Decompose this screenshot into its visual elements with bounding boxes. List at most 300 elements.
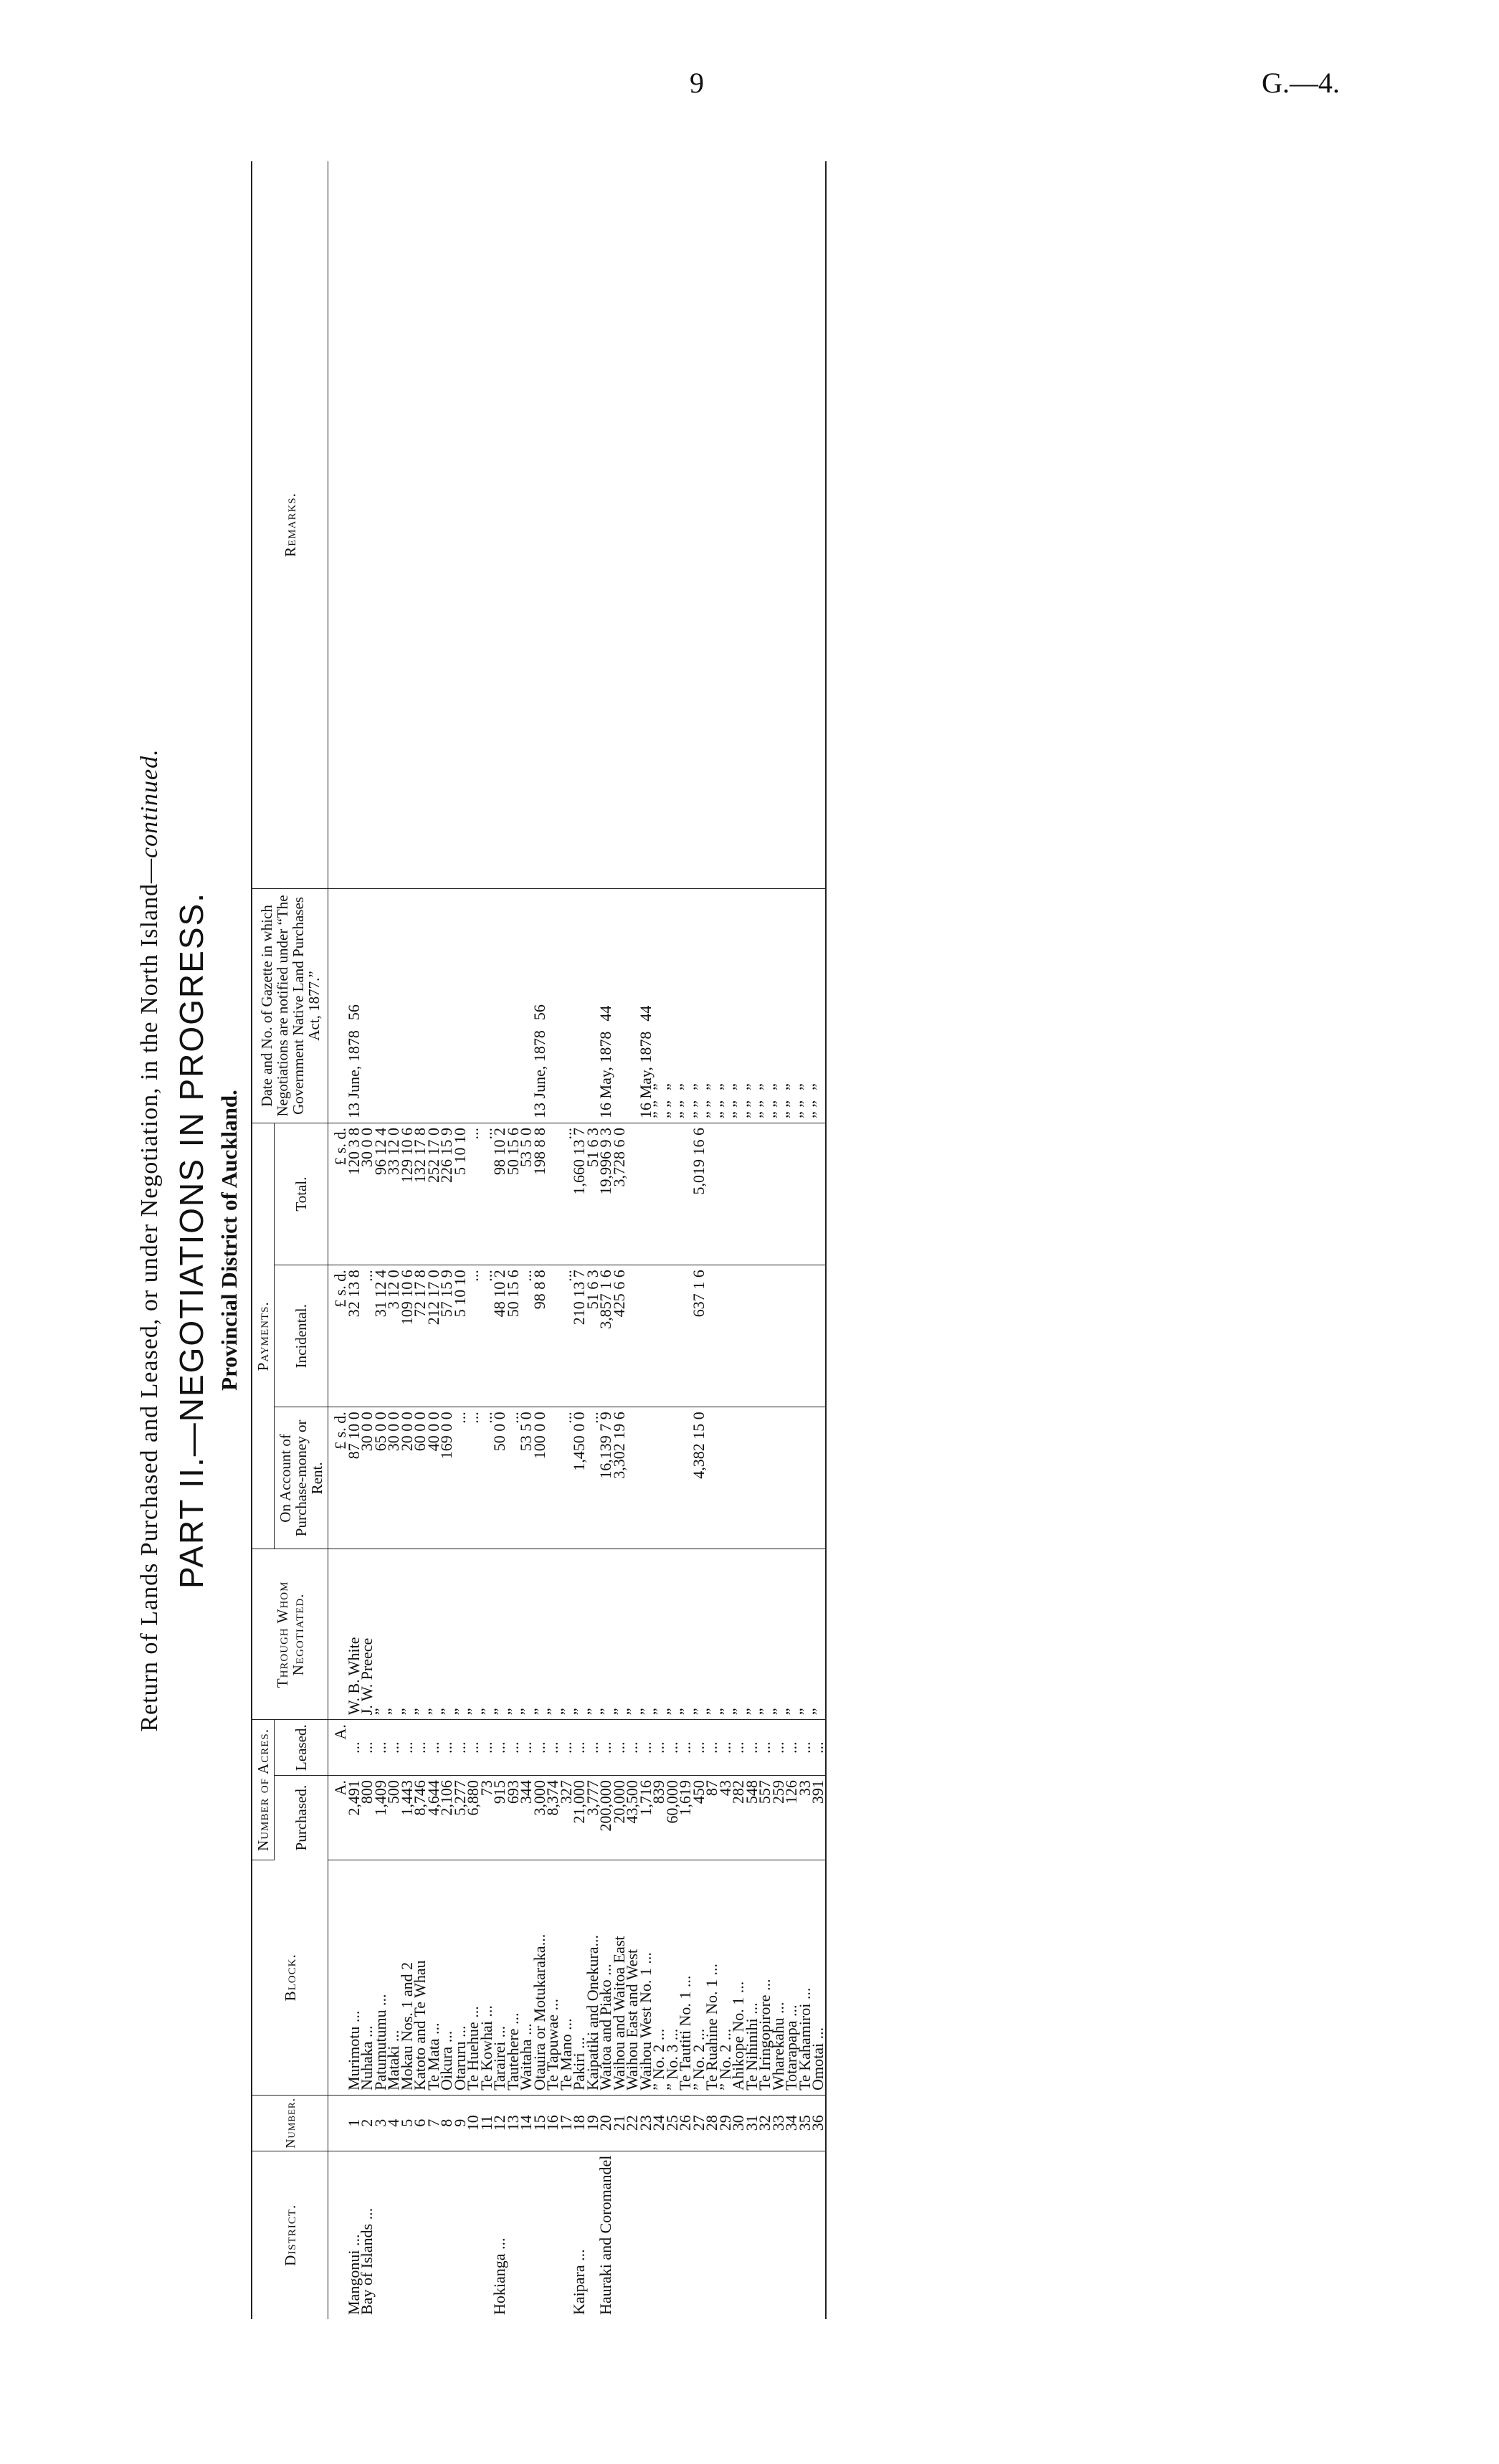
gazette-cell [414,888,427,1123]
negotiator: ” [560,1549,574,1720]
incidental-amount [719,1265,733,1407]
acres-purchased: 327 [560,1776,574,1860]
block-name: Wharekahu ... [772,1860,786,2095]
gazette-number: 44 [596,1005,614,1022]
gazette-cell [344,888,363,1123]
total-amount [758,1123,772,1265]
block-name: Patumutumu ... [374,1860,388,2095]
gazette-date: ” ” [795,1100,814,1118]
acres-leased: ... [493,1720,507,1776]
acres-purchased: 800 [361,1776,374,1860]
negotiations-table [251,161,827,2319]
district-cell [746,2151,759,2319]
acres-leased: ... [401,1720,414,1776]
negotiator: ” [799,1549,812,1720]
negotiator: ” [599,1549,613,1720]
negotiator: ” [746,1549,759,1720]
gazette-cell [440,888,454,1123]
block-name: ” No. 2 ... [719,1860,733,2095]
district-cell: Hokianga ... [490,2237,508,2315]
negotiator: ” [454,1549,467,1720]
gazette-number: ” [756,1083,774,1090]
remarks-cell [401,161,414,888]
gazette-cell [427,888,441,1123]
province-title: Provincial District of Auckland. [216,1090,242,1391]
row-number: 3 [374,2095,388,2151]
row-number: 13 [507,2095,520,2151]
block-name: Te Nihinihi ... [746,1860,759,2095]
row-number: 15 [533,2095,547,2151]
row-number: 26 [679,2095,693,2151]
table-row [679,161,693,2319]
on-account-amount [758,1407,772,1549]
return-title-main: Return of Lands Purchased and Leased, or under Negotiation, in the North Island— [136,857,163,1732]
total-amount: 33 12 0 [387,1123,401,1265]
gazette-cell [530,888,548,1123]
negotiator: ” [414,1549,427,1720]
acres-purchased: 73 [480,1776,494,1860]
total-amount: 50 15 6 [507,1123,520,1265]
negotiator: ” [693,1549,706,1720]
block-name: Otaruru ... [454,1860,467,2095]
district-cell [758,2151,772,2319]
total-amount: 129 10 6 [401,1123,414,1265]
district-cell [467,2151,480,2319]
gazette-cell [480,888,494,1123]
remarks-cell [746,161,759,888]
remarks-cell [520,161,533,888]
total-amount [546,1123,560,1265]
table-row [772,161,786,2319]
incidental-amount: 3,857 1 6 [599,1265,613,1407]
page-number: 9 [690,67,704,99]
acres-header: Number of Acres. [252,1720,275,1860]
leased-header: Leased. [275,1720,328,1776]
gazette-date: 13 June, 1878 [530,1030,548,1118]
acres-leased: ... [693,1720,706,1776]
payments-header: Payments. [252,1123,275,1549]
total-amount [772,1123,786,1265]
acres-purchased: 126 [785,1776,799,1860]
total-amount [746,1123,759,1265]
table-body [328,161,826,2319]
block-name: Te Tautiti No. 1 ... [679,1860,693,2095]
row-number: 35 [799,2095,812,2151]
gazette-header: Date and No. of Gazette in which Negotiations are notified under “The Government Native Land Purchases Act, 1877.” [252,888,328,1123]
on-account-amount [626,1407,639,1549]
row-number: 28 [705,2095,719,2151]
units-money: £ s. d. [328,1407,348,1549]
acres-leased: ... [427,1720,441,1776]
total-amount [799,1123,812,1265]
incidental-amount [626,1265,639,1407]
on-account-amount [746,1407,759,1549]
remarks-cell [560,161,574,888]
district-cell [401,2151,414,2319]
incidental-amount [546,1265,560,1407]
remarks-cell [467,161,480,888]
incidental-amount [746,1265,759,1407]
total-amount [719,1123,733,1265]
acres-leased: ... [586,1720,600,1776]
on-account-header: On Account of Purchase-money or Rent. [275,1407,328,1549]
acres-purchased: 3,000 [533,1776,547,1860]
row-number: 4 [387,2095,401,2151]
acres-purchased: 43 [719,1776,733,1860]
acres-purchased: 693 [507,1776,520,1860]
on-account-amount: ... [560,1407,574,1549]
total-amount [652,1123,666,1265]
number-header: Number. [252,2095,328,2151]
remarks-cell [414,161,427,888]
units-acres: A. [328,1776,348,1860]
remarks-cell [493,161,507,888]
incidental-amount: 98 8 8 [533,1265,547,1407]
district-cell [719,2151,733,2319]
incidental-amount [705,1265,719,1407]
district-cell [427,2151,441,2319]
on-account-amount: 30 0 0 [387,1407,401,1549]
acres-purchased: 391 [812,1776,826,1860]
total-amount: 198 8 8 [533,1123,547,1265]
negotiator: ” [719,1549,733,1720]
gazette-number: ” [662,1083,681,1090]
gazette-number: ” [782,1083,800,1090]
incidental-amount: 212 17 0 [427,1265,441,1407]
row-number: 2 [361,2095,374,2151]
negotiator: ” [427,1549,441,1720]
row-number: 19 [586,2095,600,2151]
district-cell [705,2151,719,2319]
row-number: 5 [401,2095,414,2151]
acres-leased: ... [440,1720,454,1776]
acres-purchased: 344 [520,1776,533,1860]
total-amount: 120 3 8 [348,1123,361,1265]
acres-leased: ... [348,1720,361,1776]
incidental-amount [652,1265,666,1407]
gazette-number: ” [689,1083,708,1090]
gazette-cell [374,888,388,1123]
total-amount: ... [467,1123,480,1265]
acres-purchased: 1,716 [639,1776,653,1860]
total-amount [666,1123,680,1265]
negotiator: ” [387,1549,401,1720]
gazette-date: ” ” [742,1100,761,1118]
on-account-amount [705,1407,719,1549]
table-row [348,161,361,2319]
gazette-cell [387,888,401,1123]
gazette-cell [613,888,627,1123]
total-amount: 252 17 0 [427,1123,441,1265]
row-number: 18 [573,2095,586,2151]
block-name: Waitoa and Piako ... [599,1860,613,2095]
incidental-amount [812,1265,826,1407]
total-amount: 132 17 8 [414,1123,427,1265]
acres-leased: ... [613,1720,627,1776]
district-cell [693,2151,706,2319]
acres-purchased: 1,443 [401,1776,414,1860]
block-name: Waihou East and West [626,1860,639,2095]
total-amount: ... [560,1123,574,1265]
on-account-amount: 20 0 0 [401,1407,414,1549]
remarks-cell [613,161,627,888]
incidental-amount: 50 15 6 [507,1265,520,1407]
district-cell [454,2151,467,2319]
incidental-amount: 57 15 9 [440,1265,454,1407]
block-name: Te Kahamiroi ... [799,1860,812,2095]
acres-leased: ... [573,1720,586,1776]
row-number: 1 [348,2095,361,2151]
acres-leased: ... [785,1720,799,1776]
gazette-cell [467,888,480,1123]
negotiator: ” [586,1549,600,1720]
acres-leased: ... [414,1720,427,1776]
acres-leased: ... [520,1720,533,1776]
incidental-amount [799,1265,812,1407]
remarks-cell [533,161,547,888]
remarks-cell [693,161,706,888]
on-account-amount: 87 10 0 [348,1407,361,1549]
acres-leased: ... [732,1720,746,1776]
negotiator: ” [467,1549,480,1720]
remarks-cell [427,161,441,888]
gazette-date: ” ” [729,1100,747,1118]
table-row [480,161,494,2319]
on-account-amount [799,1407,812,1549]
table-row [533,161,547,2319]
on-account-amount [639,1407,653,1549]
on-account-amount [772,1407,786,1549]
gazette-date: ” ” [715,1100,734,1118]
incidental-amount: 32 13 8 [348,1265,361,1407]
remarks-cell [758,161,772,888]
acres-purchased: 3,777 [586,1776,600,1860]
district-cell [414,2151,427,2319]
incidental-amount [758,1265,772,1407]
district-cell: Bay of Islands ... [358,2207,376,2315]
gazette-date: 16 May, 1878 [636,1031,655,1118]
block-name: Te Mata ... [427,1860,441,2095]
gazette-number: ” [729,1083,747,1090]
gazette-cell [454,888,467,1123]
incidental-amount: 3 12 0 [387,1265,401,1407]
gazette-cell [596,888,614,1123]
block-name: Totarapapa ... [785,1860,799,2095]
district-cell: Hauraki and Coromandel [596,2155,614,2315]
district-cell [639,2151,653,2319]
gazette-number: 56 [344,1004,363,1021]
acres-purchased: 8,374 [546,1776,560,1860]
total-amount: 30 0 0 [361,1123,374,1265]
table-row [507,161,520,2319]
incidental-amount [785,1265,799,1407]
block-name: ” No. 2 ... [693,1860,706,2095]
gazette-number: 56 [530,1004,548,1021]
on-account-amount [719,1407,733,1549]
gazette-number: ” [795,1083,814,1090]
district-cell [520,2151,533,2319]
gazette-number: ” [649,1083,667,1090]
negotiator: ” [812,1549,826,1720]
gazette-number: ” [715,1083,734,1090]
district-cell [440,2151,454,2319]
row-number: 10 [467,2095,480,2151]
negotiator: ” [772,1549,786,1720]
negotiator: ” [401,1549,414,1720]
acres-purchased: 43,500 [626,1776,639,1860]
units-acres-leased: A. [328,1720,348,1776]
row-number: 16 [546,2095,560,2151]
gazette-cell [361,888,374,1123]
negotiator: ” [679,1549,693,1720]
incidental-amount: ... [560,1265,574,1407]
acres-leased: ... [599,1720,613,1776]
acres-leased: ... [639,1720,653,1776]
district-cell [799,2151,812,2319]
row-number: 8 [440,2095,454,2151]
on-account-amount: 16,139 7 9 [599,1407,613,1549]
gazette-date: ” ” [768,1100,787,1118]
gazette-date: ” ” [782,1100,800,1118]
on-account-amount: ... [467,1407,480,1549]
incidental-amount: 637 1 6 [693,1265,706,1407]
on-account-amount: 40 0 0 [427,1407,441,1549]
incidental-amount: 31 12 4 [374,1265,388,1407]
negotiator: ” [732,1549,746,1720]
incidental-amount: ... [520,1265,533,1407]
on-account-amount: ... [480,1407,494,1549]
remarks-cell [652,161,666,888]
remarks-cell [719,161,733,888]
gazette-number: 44 [636,1005,655,1022]
total-amount [785,1123,799,1265]
remarks-cell [507,161,520,888]
district-cell [732,2151,746,2319]
remarks-cell [348,161,361,888]
acres-leased: ... [374,1720,388,1776]
on-account-amount: 53 5 0 [520,1407,533,1549]
negotiator: ” [533,1549,547,1720]
remarks-cell [812,161,826,888]
incidental-amount: 5 10 10 [454,1265,467,1407]
row-number: 17 [560,2095,574,2151]
negotiator: ” [626,1549,639,1720]
incidental-amount: 51 6 3 [586,1265,600,1407]
block-name: Katoto and Te Whau [414,1860,427,2095]
remarks-cell [586,161,600,888]
row-number: 29 [719,2095,733,2151]
total-header: Total. [275,1123,328,1265]
on-account-amount: 169 0 0 [440,1407,454,1549]
acres-purchased: 259 [772,1776,786,1860]
row-number: 36 [812,2095,826,2151]
total-amount: 19,996 9 3 [599,1123,613,1265]
table-row [705,161,719,2319]
block-name: Waihou and Waitoa East [613,1860,627,2095]
district-cell [666,2151,680,2319]
incidental-amount: 72 17 8 [414,1265,427,1407]
row-number: 30 [732,2095,746,2151]
on-account-amount [785,1407,799,1549]
block-name: Waitaha ... [520,1860,533,2095]
block-header: Block. [252,1860,328,2095]
purchased-header: Purchased. [275,1776,328,1860]
through-header: Through Whom Negotiated. [252,1549,328,1720]
on-account-amount: 1,450 0 0 [573,1407,586,1549]
acres-purchased: 557 [758,1776,772,1860]
acres-leased: ... [546,1720,560,1776]
negotiator: ” [613,1549,627,1720]
on-account-amount: 3,302 19 6 [613,1407,627,1549]
acres-purchased: 21,000 [573,1776,586,1860]
incidental-amount: 109 10 6 [401,1265,414,1407]
acres-purchased: 200,000 [599,1776,613,1860]
block-name: Mokau Nos. 1 and 2 [401,1860,414,2095]
block-name: Pakiri ... [573,1860,586,2095]
acres-purchased: 87 [705,1776,719,1860]
gazette-cell [507,888,520,1123]
negotiator: ” [639,1549,653,1720]
incidental-amount [772,1265,786,1407]
district-cell [626,2151,639,2319]
acres-leased: ... [705,1720,719,1776]
on-account-amount [666,1407,680,1549]
district-cell [652,2151,666,2319]
block-name: Te Ruahine No. 1 ... [705,1860,719,2095]
total-amount: 53 5 0 [520,1123,533,1265]
district-cell: Kaipara ... [570,2249,588,2315]
acres-leased: ... [812,1720,826,1776]
remarks-cell [480,161,494,888]
acres-leased: ... [387,1720,401,1776]
acres-leased: ... [454,1720,467,1776]
on-account-amount [546,1407,560,1549]
negotiator: ” [480,1549,494,1720]
row-number: 7 [427,2095,441,2151]
acres-leased: ... [772,1720,786,1776]
acres-leased: ... [679,1720,693,1776]
gazette-date: ” ” [703,1100,720,1118]
gazette-date: ” ” [689,1100,708,1118]
acres-leased: ... [799,1720,812,1776]
block-name: Te Iringopirore ... [758,1860,772,2095]
block-name: ” No. 3 ... [666,1860,680,2095]
block-name: Waihou West No. 1 ... [639,1860,653,2095]
table-row [374,161,388,2319]
gazette-date: ” ” [809,1100,827,1118]
block-name: Kaipatiki and Onekura... [586,1860,600,2095]
row-number: 6 [414,2095,427,2151]
on-account-amount: ... [454,1407,467,1549]
row-number: 33 [772,2095,786,2151]
remarks-cell [772,161,786,888]
acres-purchased: 6,880 [467,1776,480,1860]
negotiator: ” [374,1549,388,1720]
negotiator: ” [440,1549,454,1720]
incidental-amount [732,1265,746,1407]
gazette-number: ” [768,1083,787,1090]
block-name: Otauira or Motukaraka... [533,1860,547,2095]
acres-leased: ... [666,1720,680,1776]
gazette-cell [809,888,827,1123]
incidental-amount [666,1265,680,1407]
on-account-amount: 65 0 0 [374,1407,388,1549]
acres-purchased: 8,746 [414,1776,427,1860]
row-number: 24 [652,2095,666,2151]
table-row [799,161,812,2319]
row-number: 21 [613,2095,627,2151]
block-name: Te Huehue ... [467,1860,480,2095]
